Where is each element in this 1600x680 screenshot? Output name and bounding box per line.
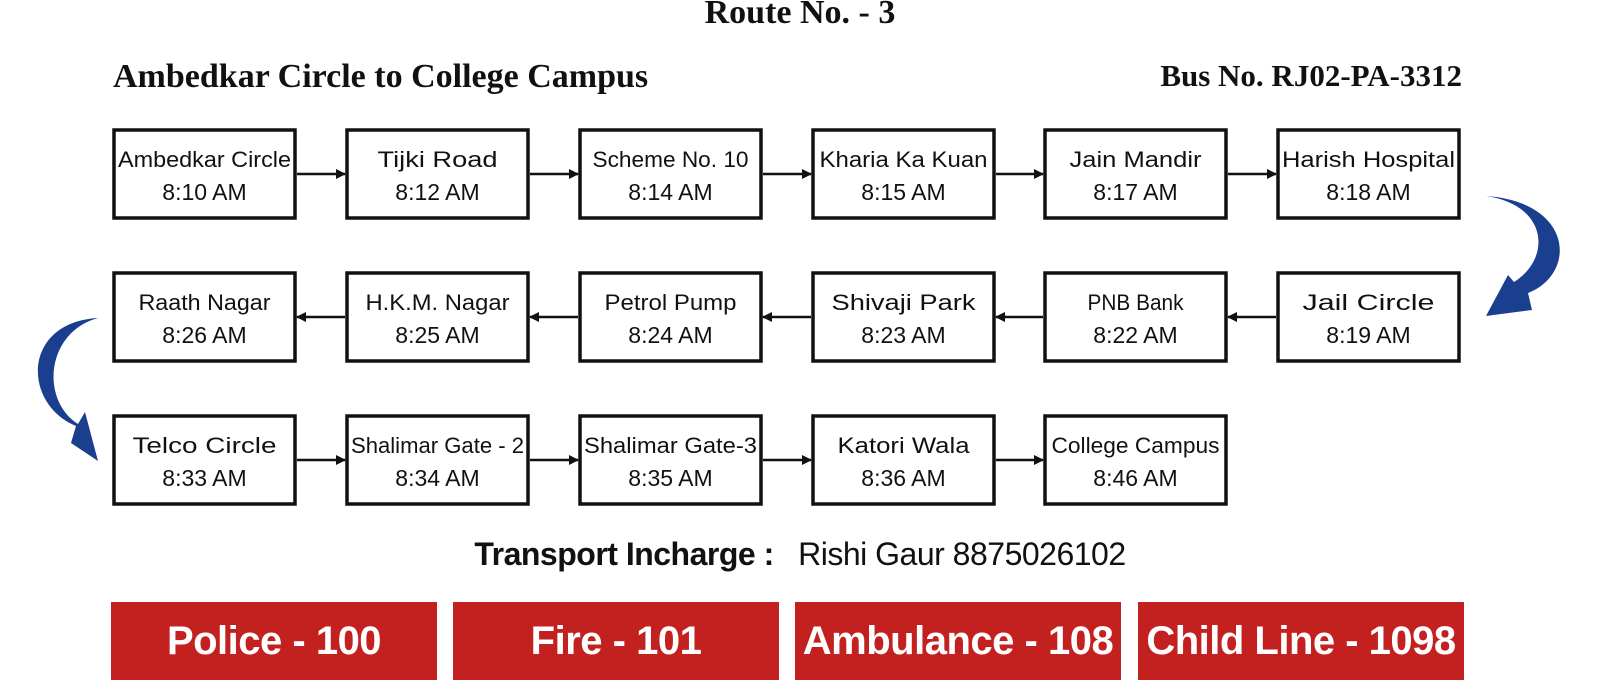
stop-box <box>813 130 994 218</box>
stop-time: 8:22 AM <box>1093 322 1178 348</box>
stop-time: 8:26 AM <box>162 322 247 348</box>
stop-time: 8:33 AM <box>162 465 247 491</box>
stop-box <box>580 416 761 504</box>
helpline-police: Police - 100 <box>111 602 437 680</box>
stop-name: Telco Circle <box>132 433 277 458</box>
stop-name: Jail Circle <box>1302 290 1435 315</box>
stop-name: Raath Nagar <box>138 290 271 315</box>
curved-arrow-right-icon <box>1486 173 1560 316</box>
stop-box <box>1278 130 1459 218</box>
stop-box <box>1045 416 1226 504</box>
stop-box <box>347 273 528 361</box>
stop-box <box>114 273 295 361</box>
stop-time: 8:34 AM <box>395 465 480 491</box>
stop-time: 8:24 AM <box>628 322 713 348</box>
stop-box <box>580 130 761 218</box>
stop-box <box>1045 130 1226 218</box>
stop-box <box>347 130 528 218</box>
stop-box <box>114 130 295 218</box>
helpline-ambulance: Ambulance - 108 <box>795 602 1121 680</box>
incharge-value: Rishi Gaur 8875026102 <box>798 536 1126 572</box>
stop-time: 8:25 AM <box>395 322 480 348</box>
stop-time: 8:10 AM <box>162 179 247 205</box>
stop-time: 8:36 AM <box>861 465 946 491</box>
stop-name: Harish Hospital <box>1282 147 1455 172</box>
stop-name: Shalimar Gate-3 <box>584 433 757 458</box>
incharge-label: Transport Incharge <box>474 536 756 572</box>
route-number: Route No. - 3 <box>704 0 896 31</box>
helpline-strip <box>111 602 1464 680</box>
stop-box <box>580 273 761 361</box>
stop-name: Tijki Road <box>377 147 498 172</box>
stop-time: 8:18 AM <box>1326 179 1411 205</box>
stop-box <box>813 416 994 504</box>
stop-name: Ambedkar Circle <box>118 147 291 172</box>
stop-time: 8:12 AM <box>395 179 480 205</box>
stop-name: H.K.M. Nagar <box>365 290 510 315</box>
stop-time: 8:19 AM <box>1326 322 1411 348</box>
stop-time: 8:14 AM <box>628 179 713 205</box>
stop-box <box>347 416 528 504</box>
route-title: Ambedkar Circle to College Campus <box>113 58 649 95</box>
stop-time: 8:23 AM <box>861 322 946 348</box>
stop-box <box>114 416 295 504</box>
stop-name: Petrol Pump <box>604 290 737 315</box>
stop-time: 8:17 AM <box>1093 179 1178 205</box>
stop-name: Kharia Ka Kuan <box>819 147 988 172</box>
stop-time: 8:15 AM <box>861 179 946 205</box>
stop-box <box>813 273 994 361</box>
stop-box <box>1278 273 1459 361</box>
stop-name: PNB Bank <box>1087 290 1185 315</box>
stop-name: Shivaji Park <box>831 290 977 315</box>
incharge-separator: : <box>763 536 774 572</box>
stop-box <box>1045 273 1226 361</box>
stop-time: 8:35 AM <box>628 465 713 491</box>
helpline-child-line: Child Line - 1098 <box>1138 602 1464 680</box>
transport-incharge <box>0 536 1600 573</box>
curved-arrow-left-icon <box>38 295 98 461</box>
stop-name: Katori Wala <box>837 433 971 458</box>
bus-number: Bus No. RJ02-PA-3312 <box>1160 58 1462 93</box>
stop-name: Jain Mandir <box>1069 147 1202 172</box>
stop-name: Scheme No. 10 <box>592 147 749 172</box>
helpline-fire: Fire - 101 <box>453 602 779 680</box>
stop-name: Shalimar Gate - 2 <box>351 433 524 458</box>
stop-name: College Campus <box>1051 433 1220 458</box>
stop-time: 8:46 AM <box>1093 465 1178 491</box>
